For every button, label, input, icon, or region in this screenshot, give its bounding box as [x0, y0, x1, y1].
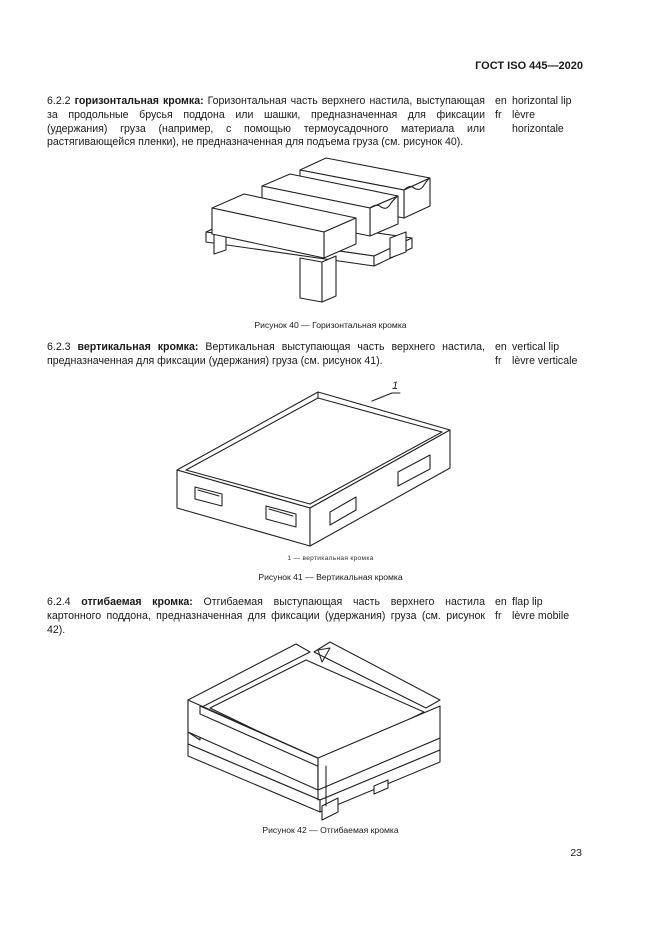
translation-en: flap lip	[512, 596, 543, 608]
translation-en: vertical lip	[512, 341, 560, 353]
term-name: горизонтальная кромка:	[74, 95, 204, 107]
page-number: 23	[570, 847, 582, 859]
lang-code-fr: fr	[495, 609, 502, 622]
lang-code-en: en	[495, 341, 507, 353]
translation-fr: lèvre mobile	[512, 609, 570, 622]
translation-fr: lèvre verticale	[512, 354, 578, 367]
term-number: 6.2.2	[47, 95, 71, 107]
term-number: 6.2.3	[47, 341, 71, 353]
standard-header: ГОСТ ISO 445—2020	[475, 60, 583, 72]
figure-40-caption: Рисунок 40 — Горизонтальная кромка	[254, 320, 407, 330]
term-name: отгибаемая кромка:	[81, 596, 193, 608]
term-definition: Горизонтальная часть верхнего настила, выступающая за продольные брусья поддона или шашки, предназначенная для фиксации (удержания) груза (например, с помощью термоусадочного материала или растягивающейся пленки), не предназначенная для подъема груза (см. рисунок 40).	[47, 95, 485, 149]
lang-code-en: en	[495, 95, 507, 107]
translation-en: horizontal lip	[512, 95, 572, 107]
translation-fr-cont: horizontale	[512, 122, 564, 135]
figure-41-caption: Рисунок 41 — Вертикальная кромка	[258, 572, 403, 582]
term-definition: Вертикальная выступающая часть верхнего настила, предназначенная для фиксации (удержания) груза (см. рисунок 41).	[47, 341, 485, 367]
lang-code-fr: fr	[495, 108, 502, 121]
term-number: 6.2.4	[47, 596, 71, 608]
translation-fr: lèvre	[512, 108, 535, 121]
lang-code-en: en	[495, 596, 507, 608]
lang-code-fr: fr	[495, 354, 502, 367]
term-name: вертикальная кромка:	[77, 341, 199, 353]
figure-41-note: 1 — вертикальная кромка	[287, 555, 374, 562]
figure-42-caption: Рисунок 42 — Отгибаемая кромка	[262, 825, 399, 835]
term-definition: Отгибаемая выступающая часть верхнего настила картонного поддона, предназначенная для фиксации (удержания) груза (см. рисунок 42).	[47, 596, 485, 636]
callout-label: 1	[392, 380, 399, 392]
